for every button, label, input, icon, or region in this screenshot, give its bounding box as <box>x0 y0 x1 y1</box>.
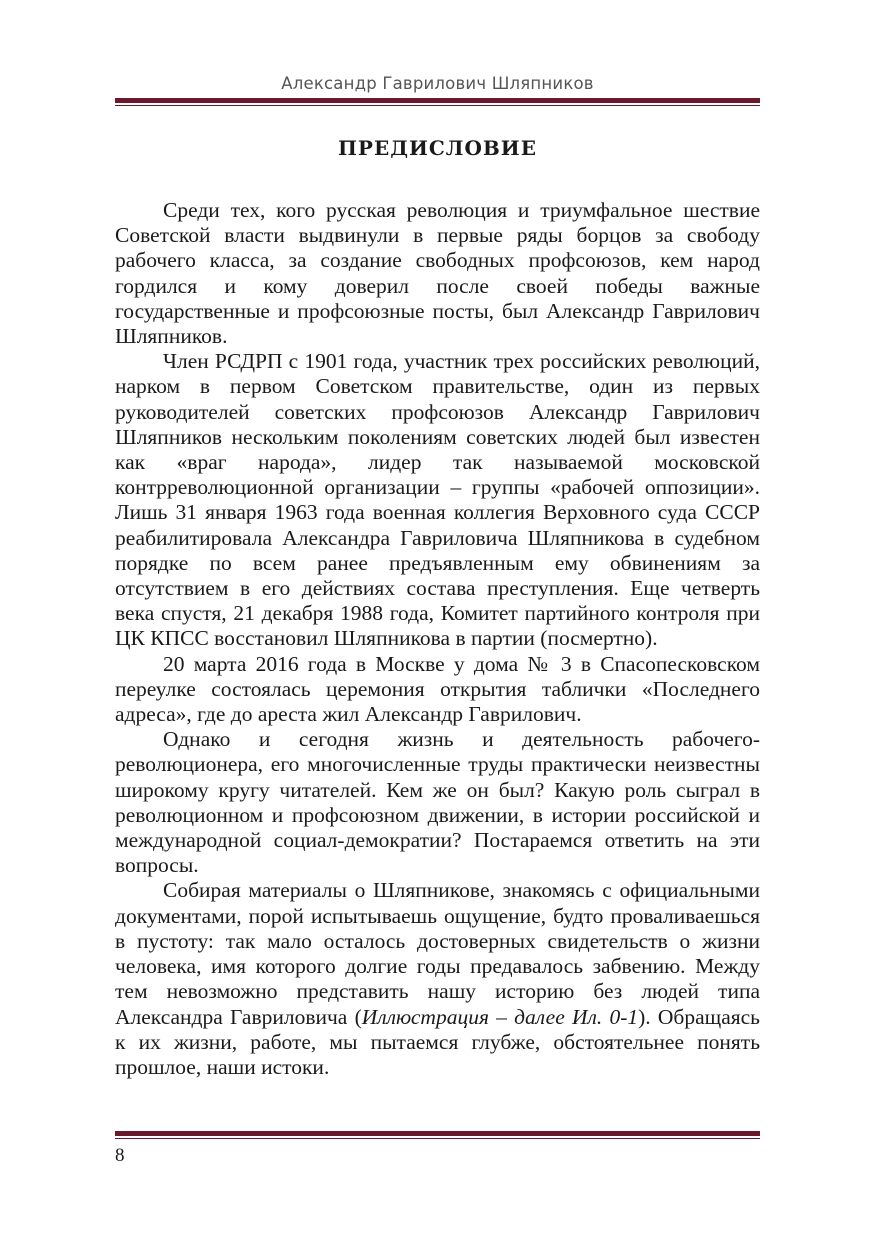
paragraph: Однако и сегодня жизнь и деятельность рабочего-революционера, его многочисленные труды практически неизвестны широкому кругу читателей. Кем же он был? Какую роль сыграл в революционном и профсоюзном движении, в истории российской и международной социал-демократии? Постараемся ответить на эти вопросы. <box>115 727 760 878</box>
paragraph: 20 марта 2016 года в Москве у дома № 3 в Спасопесковском переулке состоялась церемония открытия таблички «Последнего адреса», где до ареста жил Александр Гаврилович. <box>115 651 760 727</box>
illustration-reference: Иллюстрация – далее Ил. 0-1 <box>361 1004 639 1029</box>
paragraph: Среди тех, кого русская революция и триумфальное шествие Советской власти выдвинули в первые ряды борцов за свободу рабочего класса, за создание свободных профсоюзов, кем народ гордился и кому доверил после своей победы важные государственные и профсоюзные посты, был Александр Гаврилович Шляпников. <box>115 198 760 349</box>
paragraph <box>115 878 760 1080</box>
paragraph-text: ). Обращаясь к их жизни, работе, мы пытаемся глубже, обстоятельнее понять прошлое, наши истоки. <box>115 1004 760 1079</box>
paragraph: Член РСДРП с 1901 года, участник трех российских революций, нарком в первом Советском правительстве, один из первых руководителей советских профсоюзов Александр Гаврилович Шляпников нескольким поколениям советских людей был известен как «враг народа», лидер так называемой московской контрреволюционной организации – группы «рабочей оппозиции». Лишь 31 января 1963 года военная коллегия Верховного суда СССР реабилитировала Александра Гавриловича Шляпникова в судебном порядке по всем ранее предъявленным ему обвинениям за отсутствием в его действиях состава преступления. Еще четверть века спустя, 21 декабря 1988 года, Комитет партийного контроля при ЦК КПСС восстановил Шляпникова в партии (посмертно). <box>115 349 760 651</box>
page-number: 8 <box>115 1145 125 1166</box>
paragraph-text: Собирая материалы о Шляпникове, знакомясь с официальными документами, порой испытываешь ощущение, будто проваливаешься в пустоту: так мало осталось достоверных свидетельств о жизни человека, имя которого долгие годы предавалось забвению. Между тем невозможно представить нашу историю без людей типа Александра Гавриловича ( <box>115 878 760 1029</box>
footer-rule <box>115 1131 760 1139</box>
body-text <box>115 198 760 1080</box>
header-rule <box>115 98 760 106</box>
running-header: Александр Гаврилович Шляпников <box>281 74 594 93</box>
chapter-title: ПРЕДИСЛОВИЕ <box>338 136 537 160</box>
